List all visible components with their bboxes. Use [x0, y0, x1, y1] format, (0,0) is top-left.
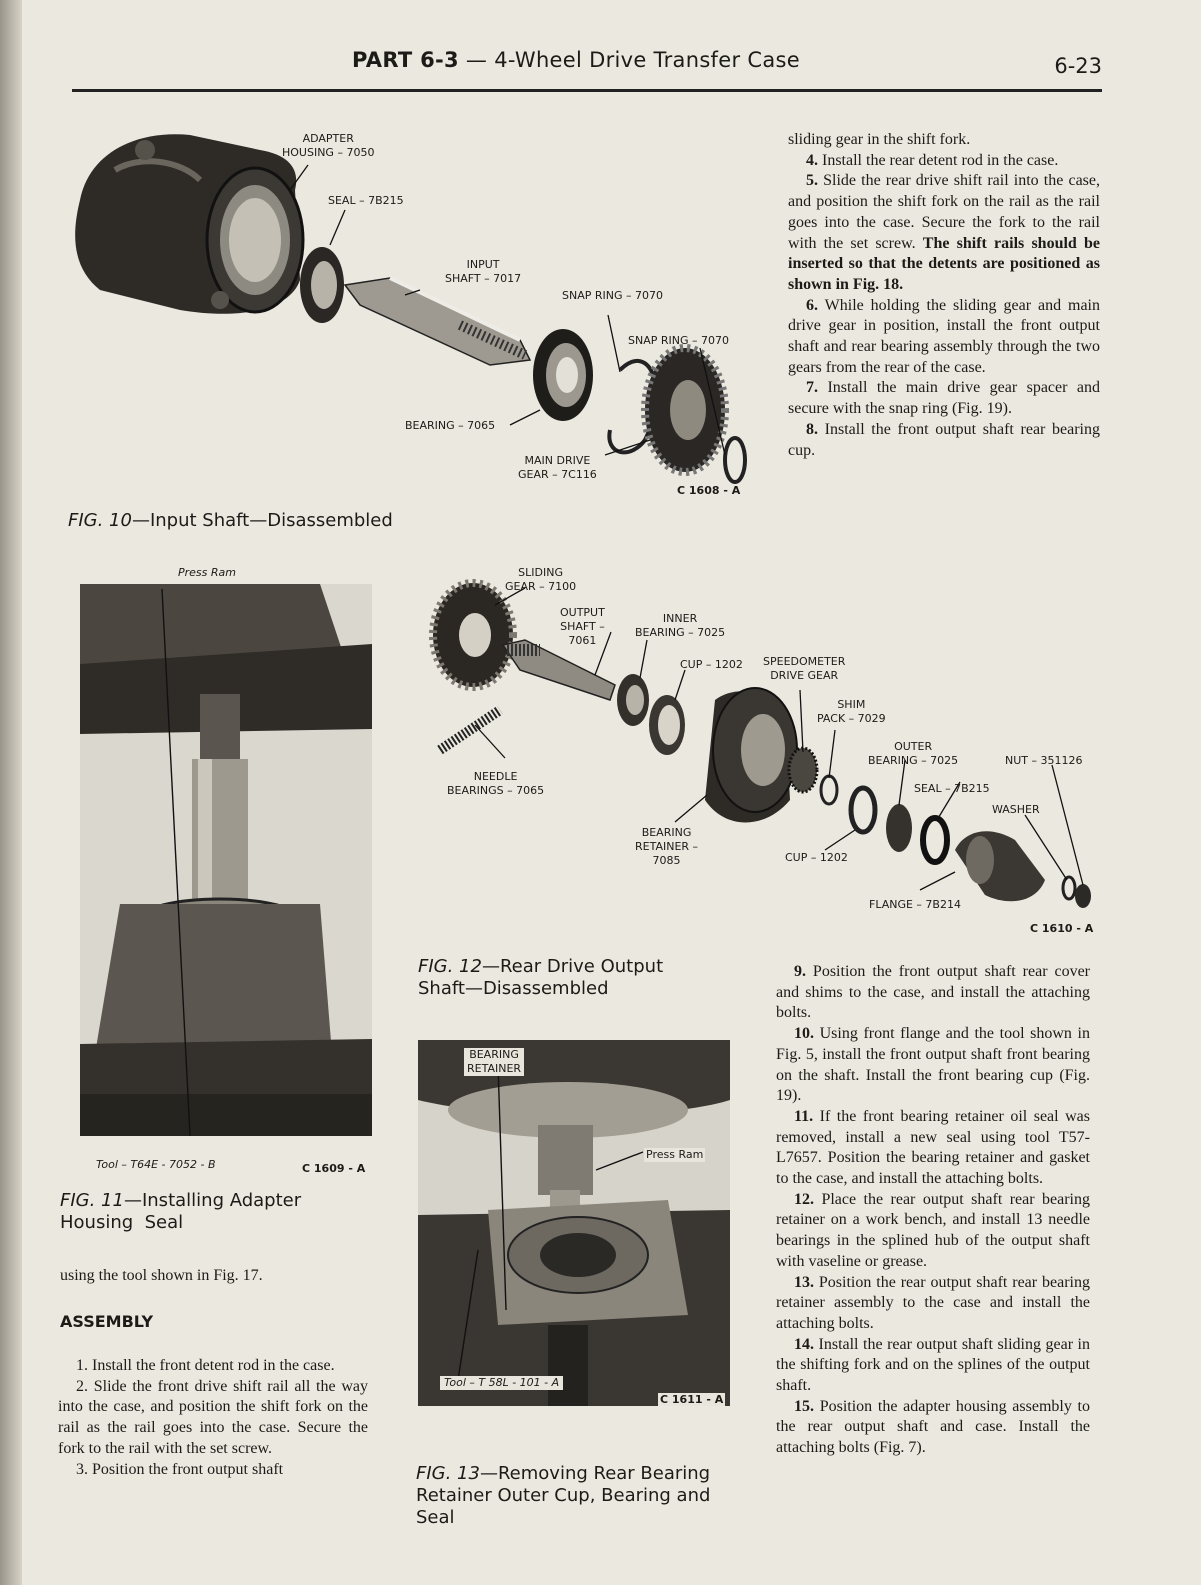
right-step-5: 5. Slide the rear drive shift rail into the case, and position the shift fork on the rail as the rail goes into the case. Secure the fork to the rail with the set screw. The shift rails should be inserted so that the detents are positioned as shown in Fig. 18. — [788, 172, 1100, 293]
fig12-caption-text: —Rear Drive Output Shaft—Disassembled — [418, 956, 664, 999]
cup-1-drawing — [649, 695, 685, 755]
page-binding-shadow — [0, 0, 22, 1585]
snap-ring-2-drawing — [725, 438, 745, 482]
right-step-11: 11. If the front bearing retainer oil seal was removed, install a new seal using tool T57-L7657. Position the bearing retainer and gasket to the case, and install the attaching bolts. — [776, 1107, 1090, 1188]
right-text-bottom — [776, 962, 1090, 1459]
seal-2-drawing — [923, 818, 947, 862]
header-rule — [72, 89, 1102, 92]
speedometer-gear-drawing — [789, 748, 817, 792]
shim-pack-drawing — [821, 776, 837, 804]
fig10-drawing — [60, 110, 760, 510]
fig11-number: FIG. 11 — [60, 1190, 124, 1211]
label-flange: FLANGE – 7B214 — [869, 898, 961, 911]
right-step-8: 8. Install the front output shaft rear bearing cup. — [788, 420, 1100, 459]
outer-bearing-drawing — [886, 804, 912, 852]
fig11-code: C 1609 - A — [302, 1162, 366, 1175]
label-cup-1: CUP – 1202 — [680, 658, 743, 671]
fig13-number: FIG. 13 — [416, 1463, 480, 1484]
label-needle-bearings: NEEDLE BEARINGS – 7065 — [447, 770, 545, 797]
fig11-label-tool: Tool – T64E - 7052 - B — [96, 1158, 216, 1171]
bearing-retainer-drawing — [705, 688, 797, 823]
fig10-caption-text: —Input Shaft—Disassembled — [131, 510, 393, 531]
sliding-gear-drawing — [433, 583, 513, 687]
fig13-code: C 1611 - A — [660, 1393, 724, 1406]
fig13-photo-drawing — [418, 1040, 730, 1406]
label-seal-7b215: SEAL – 7B215 — [328, 194, 404, 207]
input-shaft-drawing — [345, 278, 530, 365]
fig10-caption — [68, 510, 393, 532]
header-dash: — — [458, 48, 495, 72]
fig11-caption-text: —Installing Adapter Housing Seal — [60, 1190, 302, 1233]
fig13-label-bearing-retainer: BEARING RETAINER — [464, 1048, 524, 1076]
fig13-label-tool: Tool – T 58L - 101 - A — [440, 1376, 563, 1390]
label-washer: WASHER — [992, 803, 1040, 816]
right-step-10: 10. Using front flange and the tool shown in Fig. 5, install the front output shaft front bearing on the shaft. Install the front bearing cup (Fig. 19). — [776, 1025, 1090, 1105]
label-adapter-housing: ADAPTER HOUSING – 7050 — [282, 132, 375, 159]
label-cup-2: CUP – 1202 — [785, 851, 848, 864]
label-snap-ring-1: SNAP RING – 7070 — [562, 289, 663, 302]
fig10-number: FIG. 10 — [68, 510, 132, 531]
right-step-4: 4. Install the rear detent rod in the case. — [806, 151, 1059, 169]
fig13-photo-block — [416, 1040, 736, 1420]
label-sliding-gear: SLIDING GEAR – 7100 — [505, 566, 577, 593]
right-continuation: sliding gear in the shift fork. — [788, 131, 971, 148]
adapter-housing-drawing — [75, 134, 303, 313]
page-number: 6-23 — [1054, 54, 1102, 78]
right-step-15: 15. Position the adapter housing assembly to the rear output shaft and case. Install the attaching bolts (Fig. 7). — [776, 1397, 1090, 1457]
washer-drawing — [1063, 877, 1075, 899]
right-step-6: 6. While holding the sliding gear and main drive gear in position, install the front output shaft and rear bearing assembly through the two gears from the rear of the case. — [788, 296, 1100, 376]
fig11-photo-drawing — [80, 584, 372, 1136]
cup-2-drawing — [851, 788, 875, 832]
fig13-caption — [416, 1463, 710, 1529]
left-text-steps — [58, 1356, 368, 1480]
fig11-caption — [60, 1190, 301, 1234]
fig11-photo-block — [60, 562, 380, 1182]
label-snap-ring-2: SNAP RING – 7070 — [628, 334, 729, 347]
right-step-14: 14. Install the rear output shaft sliding gear in the shifting fork and on the splines of the output shaft. — [776, 1335, 1090, 1395]
needle-bearings-drawing — [440, 710, 500, 750]
seal-drawing — [300, 247, 344, 323]
label-seal-7b215-rear: SEAL – 7B215 — [914, 782, 990, 795]
label-speedometer-gear: SPEEDOMETER DRIVE GEAR — [763, 655, 846, 682]
fig11-photo — [80, 584, 372, 1136]
fig12-caption — [418, 956, 663, 1000]
page-header — [72, 44, 1102, 92]
bearing-drawing — [533, 329, 593, 421]
right-step-7: 7. Install the main drive gear spacer and secure with the snap ring (Fig. 19). — [788, 379, 1100, 418]
flange-drawing — [955, 831, 1045, 901]
label-outer-bearing: OUTER BEARING – 7025 — [868, 740, 959, 767]
header-title — [352, 48, 800, 72]
left-intro-line: using the tool shown in Fig. 17. — [60, 1267, 263, 1284]
main-drive-gear-drawing — [645, 348, 725, 472]
fig12-number: FIG. 12 — [418, 956, 482, 977]
label-shim-pack: SHIM PACK – 7029 — [817, 698, 886, 725]
right-step-12: 12. Place the rear output shaft rear bearing retainer on a work bench, and install 13 needle bearings in the splined hub of the output shaft with vaseline or grease. — [776, 1190, 1090, 1270]
fig12-drawing — [415, 560, 1105, 940]
label-nut: NUT – 351126 — [1005, 754, 1083, 767]
label-inner-bearing: INNER BEARING – 7025 — [635, 612, 726, 639]
label-output-shaft: OUTPUT SHAFT – 7061 — [560, 606, 605, 647]
left-step-1: 1. Install the front detent rod in the case. — [76, 1357, 335, 1374]
label-bearing-retainer: BEARING RETAINER – 7085 — [635, 826, 699, 867]
header-subject: 4-Wheel Drive Transfer Case — [494, 48, 800, 72]
assembly-heading: ASSEMBLY — [60, 1312, 154, 1331]
fig13-photo — [418, 1040, 730, 1406]
left-step-2: 2. Slide the front drive shift rail all the way into the case, and position the shift fork on the rail as the rail goes into the case. Secure the fork to the rail with the set screw. — [58, 1377, 368, 1457]
label-bearing-7065: BEARING – 7065 — [405, 419, 496, 432]
nut-drawing — [1075, 884, 1091, 908]
left-text-intro — [60, 1266, 368, 1287]
fig11-label-press-ram: Press Ram — [178, 566, 236, 579]
fig13-label-press-ram: Press Ram — [646, 1148, 704, 1161]
fig12-code: C 1610 - A — [1030, 922, 1094, 935]
left-step-3: 3. Position the front output shaft — [76, 1460, 284, 1478]
right-step-13: 13. Position the rear output shaft rear bearing retainer assembly to the case and install the attaching bolts. — [776, 1273, 1090, 1332]
fig13-caption-text: —Removing Rear Bearing Retainer Outer Cup, Bearing and Seal — [416, 1463, 711, 1528]
label-input-shaft: INPUT SHAFT – 7017 — [445, 258, 522, 285]
right-text-top — [788, 130, 1100, 461]
output-shaft-drawing — [503, 640, 615, 700]
right-step-9: 9. Position the front output shaft rear cover and shims to the case, and install the attaching bolts. — [776, 963, 1090, 1022]
fig10-illustration — [60, 110, 760, 510]
inner-bearing-drawing — [617, 674, 649, 726]
fig12-illustration — [415, 560, 1105, 940]
fig10-code: C 1608 - A — [677, 484, 741, 497]
header-part: PART 6-3 — [352, 48, 459, 72]
label-main-drive-gear: MAIN DRIVE GEAR – 7C116 — [518, 454, 597, 481]
